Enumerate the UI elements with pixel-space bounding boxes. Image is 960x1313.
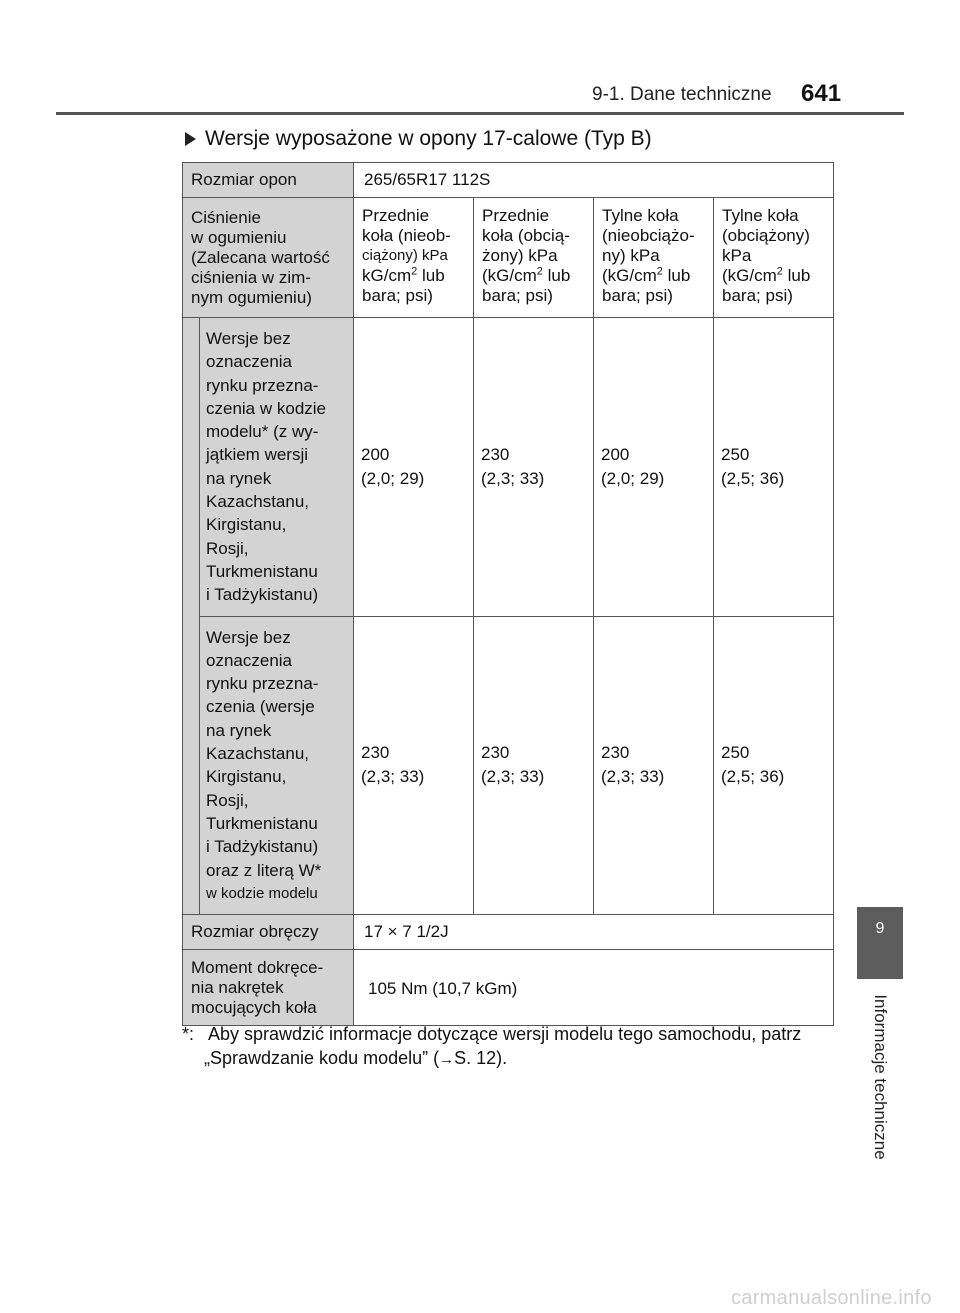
pressure-kpa: 250 [721,743,750,763]
pressure-value-cell [714,616,834,915]
variant-label-line: Kirgistanu, [206,767,287,787]
superscript: 2 [776,265,783,278]
variant-label-line: modelu* (z wy- [206,422,319,442]
unit-tail: lub [662,266,691,285]
pressure-detail: (2,5; 36) [721,767,785,787]
column-header-rear-unloaded [594,198,714,318]
pressure-detail: (2,5; 36) [721,468,785,488]
variant-label-line: Rosji, [206,538,249,558]
column-header-line: koła (nieob- [362,226,451,245]
variant-label-line: i Tadżykistanu) [206,585,319,605]
column-header-line: żony) kPa [482,246,558,265]
column-header-line: bara; psi) [482,286,553,305]
unit-tail: lub [782,266,811,285]
pressure-value-cell [474,318,594,617]
section-heading-text: Wersje wyposażone w opony 17-calowe (Typ B) [205,127,652,150]
pressure-kpa: 200 [361,444,390,464]
unit-tail: lub [542,266,571,285]
pressure-label-cell [183,198,354,318]
unit-text: (kG/cm [722,266,777,285]
variant-label-line: w kodzie modelu [206,884,318,902]
pressure-detail: (2,0; 29) [361,468,425,488]
rim-size-value-cell [354,915,834,950]
pressure-value-cell [594,616,714,915]
rim-size-value: 17 × 7 1/2J [364,922,449,942]
tire-size-value-cell [354,163,834,198]
pressure-kpa: 230 [601,743,630,763]
tire-size-value: 265/65R17 112S [364,170,491,189]
column-header-line: bara; psi) [602,286,673,305]
pressure-label-line: (Zalecana wartość [191,248,330,267]
pressure-kpa: 200 [601,444,630,464]
column-header-line: bara; psi) [722,286,793,305]
pressure-value-cell [354,616,474,915]
column-header-line: koła (obcią- [482,226,570,245]
rim-size-label-cell [183,915,354,950]
pressure-value-cell [354,318,474,617]
pressure-kpa: 250 [721,444,750,464]
variant-label-line: oznaczenia [206,650,293,670]
variant-label-line: Kazachstanu, [206,492,310,512]
column-header-front-loaded [474,198,594,318]
superscript: 2 [536,265,543,278]
footnote-mark: *: [182,1024,195,1044]
variant-label-line: Wersje bez [206,627,291,647]
chapter-tab[interactable]: 9 [857,907,903,979]
torque-value-cell [354,950,834,1026]
column-header-unit-line [722,266,829,286]
unit-text: kG/cm [362,266,412,285]
column-header-unit-line [482,266,589,286]
pressure-detail: (2,3; 33) [481,767,545,787]
unit-tail: lub [417,266,445,285]
pressure-value-cell [714,318,834,617]
pressure-value-cell [474,616,594,915]
variant-label-line: czenia (wersje [206,697,315,717]
variant-label-line: czenia w kodzie [206,398,327,418]
torque-value: 105 Nm (10,7 kGm) [368,978,518,998]
footnote-line-1 [182,1022,834,1046]
tire-size-row [183,163,834,198]
pressure-value-cell [594,318,714,617]
unit-text: (kG/cm [482,266,537,285]
variant-label-line: Wersje bez [206,329,291,348]
pressure-kpa: 230 [361,743,390,763]
footnote [182,1022,834,1072]
variant-2-label-cell [200,616,354,915]
chapter-side-label: Informacje techniczne [871,994,890,1160]
column-header-line: ciążony) kPa [362,247,448,264]
variant-label-line: oraz z literą W* [206,860,322,880]
variant-label-line: Turkmenistanu [206,561,318,581]
column-header-line: (obciążony) [722,226,810,245]
section-heading [185,127,652,151]
variant-gutter [183,318,200,915]
column-header-line: ny) kPa [602,246,660,265]
watermark: carmanualsonline.info [731,1287,932,1309]
column-header-line: Tylne koła [602,206,679,225]
column-header-rear-loaded [714,198,834,318]
column-header-line: kPa [722,246,752,265]
column-header-line: Przednie [362,206,430,225]
torque-label-line: nia nakrętek [191,977,284,997]
rim-size-row [183,915,834,950]
column-header-line: Tylne koła [722,206,799,225]
pressure-header-row [183,198,834,318]
variant-row-1 [183,318,834,617]
torque-label-cell [183,950,354,1026]
torque-label-line: Moment dokręce- [191,957,324,977]
pressure-kpa: 230 [481,743,510,763]
column-header-line: (nieobciążo- [602,226,695,245]
variant-label-line: na rynek [206,468,272,488]
header-divider [56,112,904,115]
tire-spec-table [182,162,834,1026]
footnote-text: Aby sprawdzić informacje dotyczące wersji modelu tego samochodu, patrz [208,1024,802,1044]
pressure-detail: (2,3; 33) [481,468,545,488]
column-header-line: Przednie [482,206,550,225]
pressure-detail: (2,3; 33) [601,767,665,787]
footnote-line-2 [182,1046,834,1072]
variant-label-line: na rynek [206,720,272,740]
pressure-detail: (2,0; 29) [601,468,665,488]
superscript: 2 [411,265,418,278]
pressure-kpa: 230 [481,444,510,464]
variant-label-line: rynku przezna- [206,375,319,395]
variant-label-line: Rosji, [206,790,249,810]
pressure-label-line: nym ogumieniu) [191,288,312,307]
footnote-reference-text: „Sprawdzanie kodu modelu” ( [204,1048,440,1068]
variant-label-line: Turkmenistanu [206,813,318,833]
column-header-front-unloaded [354,198,474,318]
variant-1-label-cell [200,318,354,617]
triangle-bullet-icon [185,132,196,146]
unit-text: (kG/cm [602,266,657,285]
right-arrow-icon: → [439,1051,455,1068]
page-number: 641 [801,80,842,107]
pressure-label-line: Ciśnienie [191,208,261,227]
variant-label-line: Kirgistanu, [206,515,287,535]
variant-row-2 [183,616,834,915]
pressure-label-line: ciśnienia w zim- [191,268,311,287]
column-header-unit-line [362,266,469,286]
footnote-page-ref[interactable]: S. 12). [454,1048,508,1068]
column-header-line: bara; psi) [362,286,433,305]
superscript: 2 [656,265,663,278]
variant-label-line: jątkiem wersji [206,445,309,465]
pressure-label [183,198,353,314]
variant-label-line: oznaczenia [206,352,293,372]
torque-label-line: mocujących koła [191,997,317,1017]
rim-size-label: Rozmiar obręczy [191,922,319,942]
torque-row [183,950,834,1026]
variant-label-line: Kazachstanu, [206,744,310,764]
tire-size-label-cell [183,163,354,198]
tire-size-label: Rozmiar opon [191,170,297,189]
variant-label-line: i Tadżykistanu) [206,837,319,857]
pressure-label-line: w ogumieniu [191,228,287,247]
column-header-unit-line [602,266,709,286]
variant-label-line: rynku przezna- [206,674,319,694]
pressure-detail: (2,3; 33) [361,767,425,787]
chapter-title: 9-1. Dane techniczne [592,84,772,105]
